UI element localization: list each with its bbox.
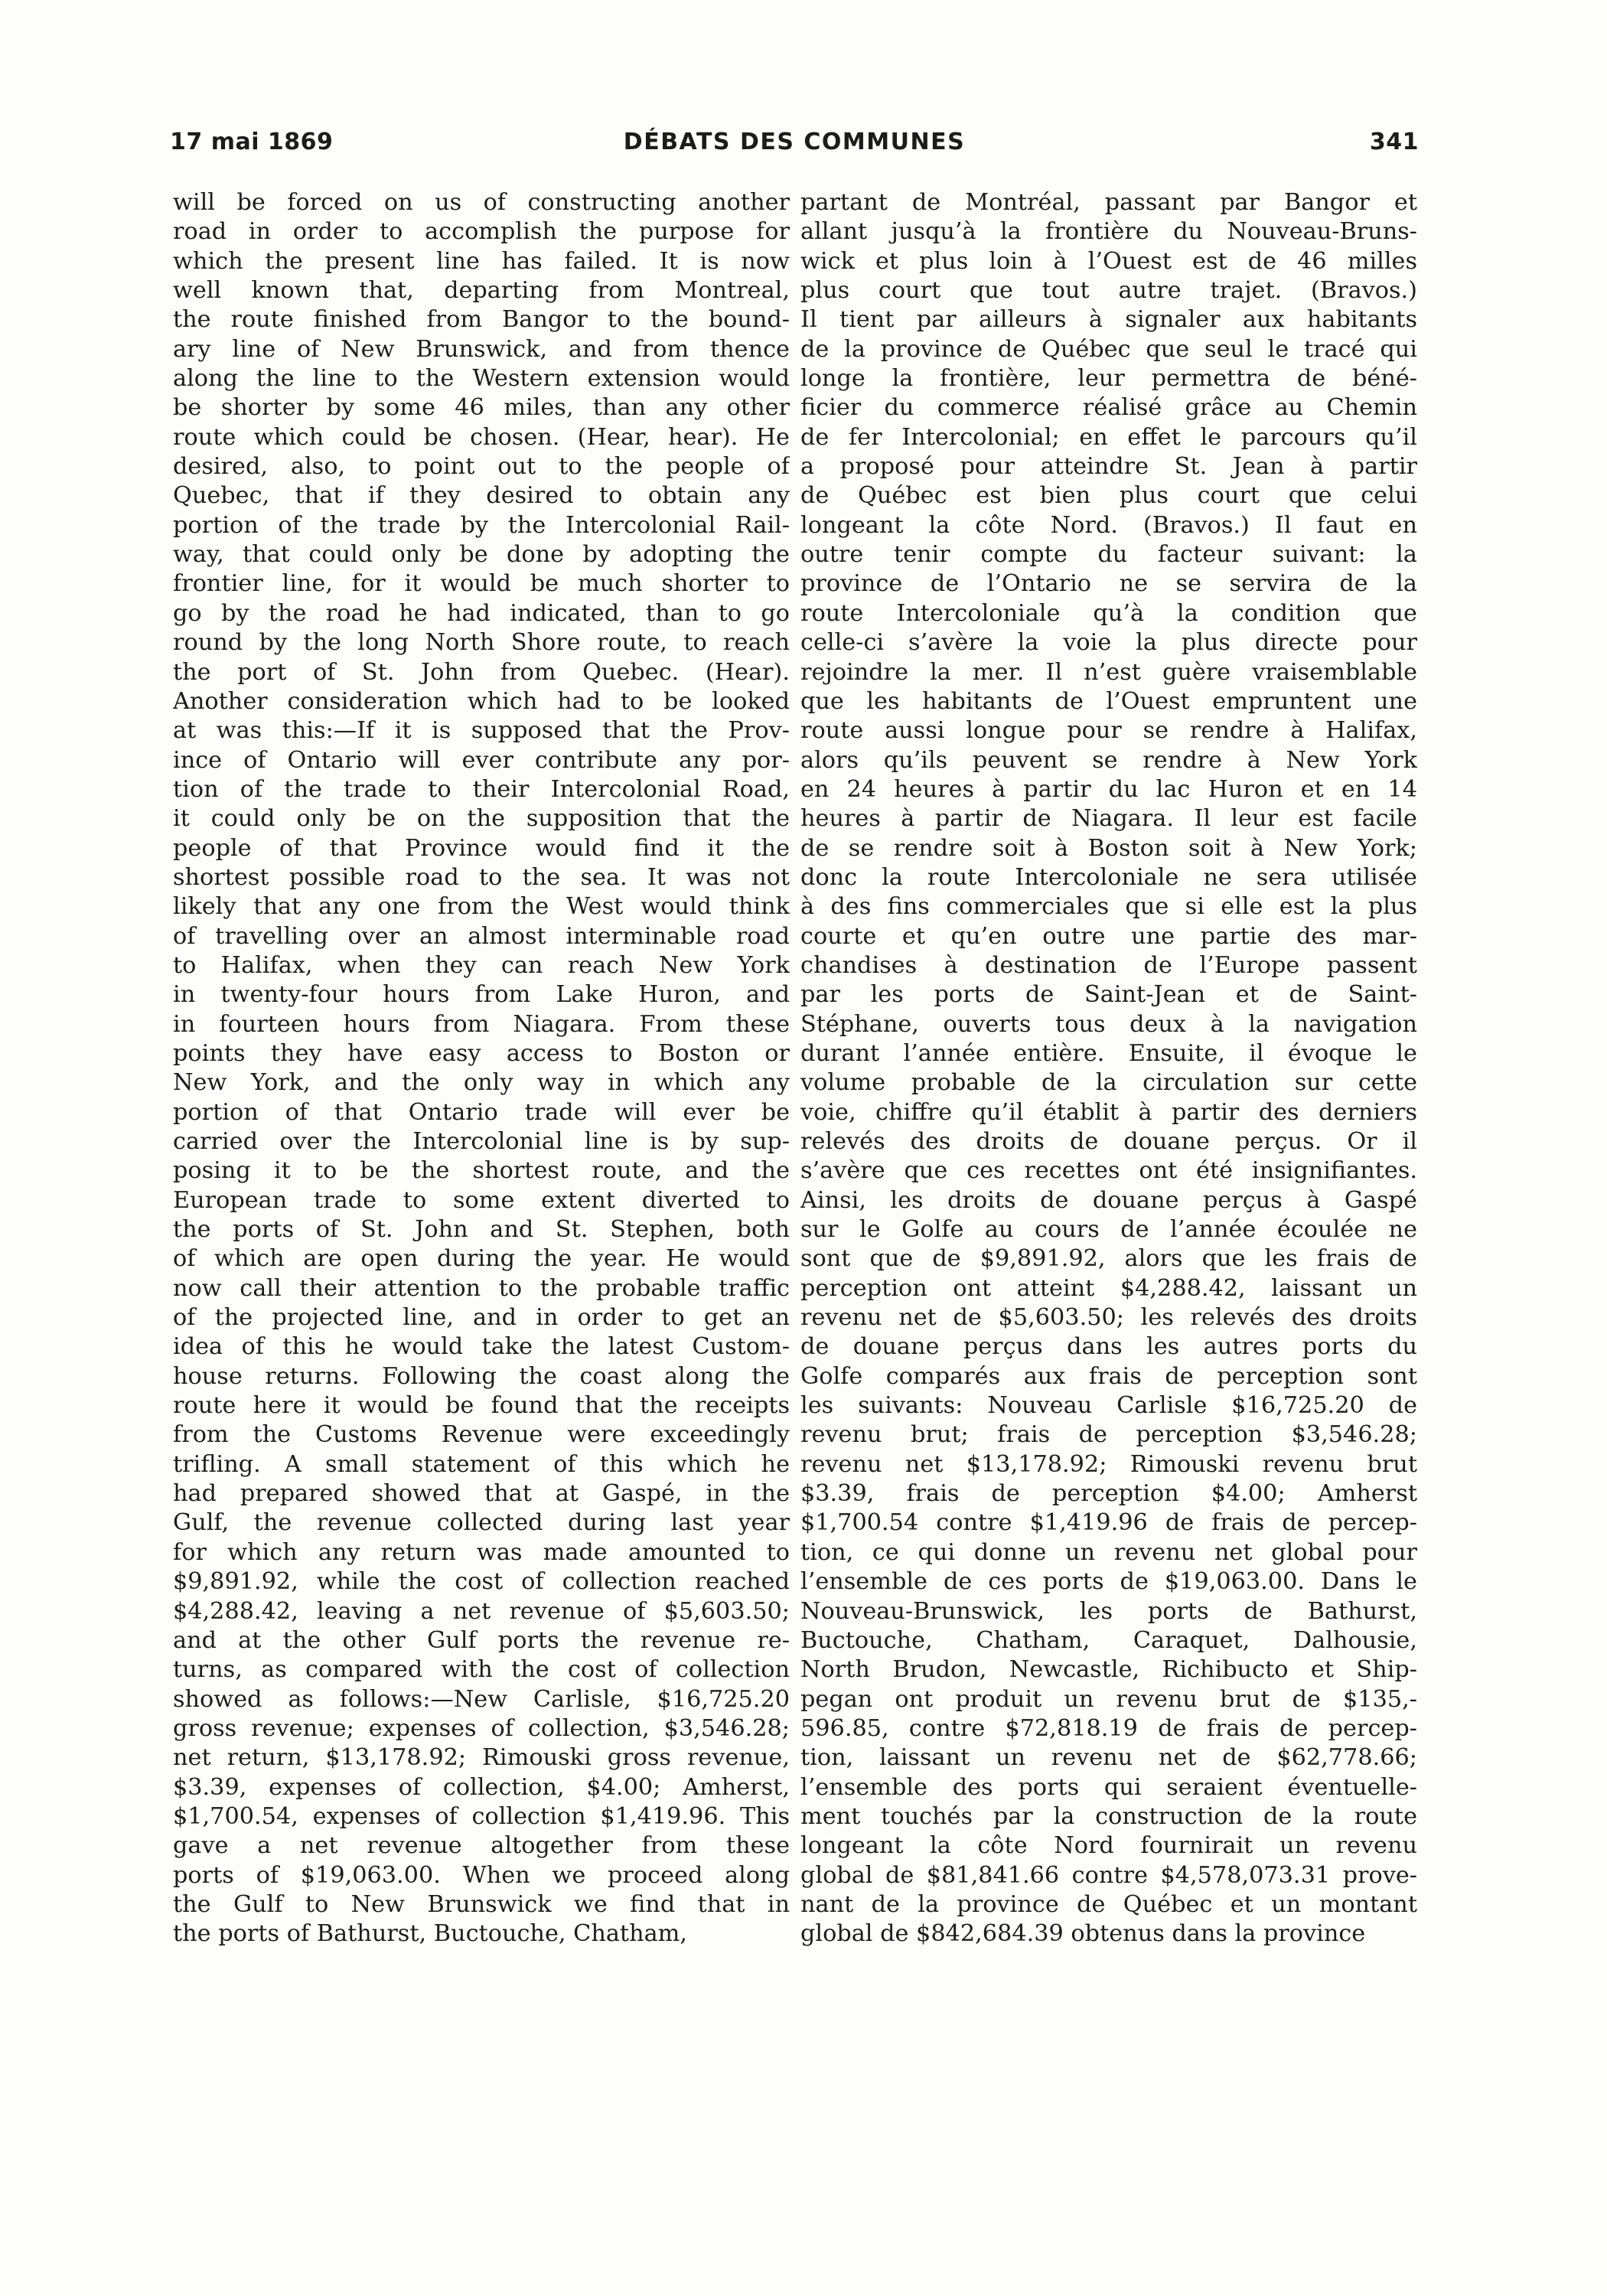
left-column-line: points they have easy access to Boston or <box>173 1039 790 1067</box>
left-column-line: ary line of New Brunswick, and from thence <box>173 335 790 363</box>
left-column-line: portion of the trade by the Intercolonial Rail- <box>173 511 790 539</box>
header-title: DÉBATS DES COMMUNES <box>623 129 966 155</box>
right-column-line: nant de la province de Québec et un montant <box>800 1890 1417 1918</box>
left-column-line: in fourteen hours from Niagara. From these <box>173 1010 790 1038</box>
right-column-line: ficier du commerce réalisé grâce au Chemin <box>800 394 1417 422</box>
left-column-line: the port of St. John from Quebec. (Hear). <box>173 658 790 686</box>
right-column-line: relevés des droits de douane perçus. Or il <box>800 1128 1417 1155</box>
left-column-line: likely that any one from the West would think <box>173 893 790 921</box>
right-column-line: revenu brut; frais de perception $3,546.28; <box>800 1421 1417 1449</box>
right-column-line: Il tient par ailleurs à signaler aux habitants <box>800 306 1417 334</box>
right-column-line: volume probable de la circulation sur cette <box>800 1069 1417 1097</box>
right-column-line: en 24 heures à partir du lac Huron et en 14 <box>800 775 1417 803</box>
running-header <box>170 129 1419 165</box>
right-column-line: de la province de Québec que seul le tracé qui <box>800 335 1417 363</box>
left-column-line: go by the road he had indicated, than to go <box>173 599 790 627</box>
left-column-line: tion of the trade to their Intercolonial Road, <box>173 775 790 803</box>
right-column-line: donc la route Intercoloniale ne sera utilisée <box>800 863 1417 891</box>
right-column-line: à des fins commerciales que si elle est la plus <box>800 893 1417 921</box>
right-column-line: l’ensemble des ports qui seraient éventuelle- <box>800 1773 1417 1801</box>
left-column-line: be shorter by some 46 miles, than any other <box>173 394 790 422</box>
left-column-line: turns, as compared with the cost of collection <box>173 1656 790 1684</box>
right-column-line: s’avère que ces recettes ont été insignifiantes. <box>800 1157 1417 1185</box>
left-column-english <box>173 188 790 1949</box>
right-column-line: North Brudon, Newcastle, Richibucto et Ship- <box>800 1656 1417 1684</box>
right-column-line: rejoindre la mer. Il n’est guère vraisemblable <box>800 658 1417 686</box>
right-column-line: $1,700.54 contre $1,419.96 de frais de percep- <box>800 1509 1417 1537</box>
right-column-line: longeant la côte Nord fournirait un revenu <box>800 1832 1417 1860</box>
left-column-line: way, that could only be done by adopting the <box>173 541 790 569</box>
right-column-line: Ainsi, les droits de douane perçus à Gaspé <box>800 1186 1417 1214</box>
right-column-line: de Québec est bien plus court que celui <box>800 482 1417 510</box>
right-column-line: global de $842,684.39 obtenus dans la province <box>800 1920 1366 1948</box>
left-column-line: people of that Province would find it the <box>173 834 790 862</box>
right-column-line: l’ensemble de ces ports de $19,063.00. Dans le <box>800 1568 1417 1596</box>
left-column-line: Quebec, that if they desired to obtain any <box>173 482 790 510</box>
left-column-line: showed as follows:—New Carlisle, $16,725.20 <box>173 1685 790 1713</box>
right-column-line: de fer Intercolonial; en effet le parcours qu’il <box>800 423 1417 451</box>
right-column-line: celle-ci s’avère la voie la plus directe pour <box>800 629 1417 657</box>
right-column-french <box>800 188 1417 1949</box>
left-column-line: road in order to accomplish the purpose for <box>173 218 790 246</box>
left-column-line: it could only be on the supposition that the <box>173 805 790 833</box>
left-column-line: route which could be chosen. (Hear, hear). He <box>173 423 790 451</box>
right-column-line: a proposé pour atteindre St. Jean à partir <box>800 453 1417 481</box>
right-column-line: 596.85, contre $72,818.19 de frais de percep- <box>800 1714 1417 1742</box>
left-column-line: along the line to the Western extension would <box>173 365 790 393</box>
right-column-line: voie, chiffre qu’il établit à partir des derniers <box>800 1098 1417 1126</box>
page-number: 341 <box>1369 129 1419 155</box>
left-column-line: trifling. A small statement of this which he <box>173 1450 790 1478</box>
right-column-line: sont que de $9,891.92, alors que les frais de <box>800 1245 1417 1273</box>
right-column-line: de douane perçus dans les autres ports du <box>800 1333 1417 1361</box>
left-column-line: frontier line, for it would be much shorter to <box>173 570 790 598</box>
right-column-line: de se rendre soit à Boston soit à New York; <box>800 834 1417 862</box>
left-column-line: the ports of Bathurst, Buctouche, Chatham, <box>173 1920 688 1948</box>
right-column-line: tion, laissant un revenu net de $62,778.66; <box>800 1744 1417 1772</box>
right-column-line: Stéphane, ouverts tous deux à la navigation <box>800 1010 1417 1038</box>
right-column-line: route aussi longue pour se rendre à Halifax, <box>800 717 1417 745</box>
right-column-line: perception ont atteint $4,288.42, laissant un <box>800 1274 1417 1302</box>
right-column-line: plus court que tout autre trajet. (Bravos.) <box>800 277 1417 305</box>
right-column-line: Golfe comparés aux frais de perception sont <box>800 1362 1417 1390</box>
left-column-line: to Halifax, when they can reach New York <box>173 951 790 979</box>
right-column-line: que les habitants de l’Ouest empruntent une <box>800 687 1417 715</box>
left-column-line: of the projected line, and in order to get an <box>173 1304 790 1332</box>
left-column-line: $4,288.42, leaving a net revenue of $5,603.50; <box>173 1597 790 1625</box>
left-column-line: Another consideration which had to be looked <box>173 687 790 715</box>
left-column-line: now call their attention to the probable traffic <box>173 1274 790 1302</box>
left-column-line: $3.39, expenses of collection, $4.00; Amherst, <box>173 1773 790 1801</box>
right-column-line: revenu net de $5,603.50; les relevés des droits <box>800 1304 1417 1332</box>
right-column-line: durant l’année entière. Ensuite, il évoque le <box>800 1039 1417 1067</box>
left-column-line: of which are open during the year. He would <box>173 1245 790 1273</box>
left-column-line: New York, and the only way in which any <box>173 1069 790 1097</box>
left-column-line: European trade to some extent diverted to <box>173 1186 790 1214</box>
left-column-line: and at the other Gulf ports the revenue re- <box>173 1626 790 1654</box>
right-column-line: province de l’Ontario ne se servira de la <box>800 570 1417 598</box>
left-column-line: gave a net revenue altogether from these <box>173 1832 790 1860</box>
left-column-line: the ports of St. John and St. Stephen, both <box>173 1216 790 1244</box>
right-column-line: longe la frontière, leur permettra de béné- <box>800 365 1417 393</box>
left-column-line: for which any return was made amounted to <box>173 1538 790 1566</box>
right-column-line: wick et plus loin à l’Ouest est de 46 milles <box>800 247 1417 275</box>
left-column-line: well known that, departing from Montreal, <box>173 277 790 305</box>
left-column-line: net return, $13,178.92; Rimouski gross revenue, <box>173 1744 790 1772</box>
right-column-line: ment touchés par la construction de la route <box>800 1802 1417 1830</box>
right-column-line: partant de Montréal, passant par Bangor et <box>800 189 1417 216</box>
left-column-line: desired, also, to point out to the people of <box>173 453 790 481</box>
right-column-line: tion, ce qui donne un revenu net global pour <box>800 1538 1417 1566</box>
right-column-line: les suivants: Nouveau Carlisle $16,725.20 de <box>800 1392 1417 1420</box>
right-column-line: par les ports de Saint-Jean et de Saint- <box>800 981 1417 1009</box>
right-column-line: allant jusqu’à la frontière du Nouveau-Bruns- <box>800 218 1417 246</box>
left-column-line: the route finished from Bangor to the bound- <box>173 306 790 334</box>
left-column-line: had prepared showed that at Gaspé, in the <box>173 1480 790 1508</box>
left-column-line: idea of this he would take the latest Custom- <box>173 1333 790 1361</box>
right-column-line: sur le Golfe au cours de l’année écoulée ne <box>800 1216 1417 1244</box>
left-column-line: $9,891.92, while the cost of collection reached <box>173 1568 790 1596</box>
left-column-line: at was this:—If it is supposed that the Prov- <box>173 717 790 745</box>
right-column-line: global de $81,841.66 contre $4,578,073.31 prove- <box>800 1861 1417 1889</box>
left-column-line: the Gulf to New Brunswick we find that in <box>173 1890 790 1918</box>
left-column-line: $1,700.54, expenses of collection $1,419.96. This <box>173 1802 790 1830</box>
left-column-line: posing it to be the shortest route, and the <box>173 1157 790 1185</box>
left-column-line: of travelling over an almost interminable road <box>173 922 790 950</box>
left-column-line: ince of Ontario will ever contribute any por- <box>173 746 790 774</box>
left-column-line: carried over the Intercolonial line is by sup- <box>173 1128 790 1155</box>
left-column-line: in twenty-four hours from Lake Huron, and <box>173 981 790 1009</box>
right-column-line: heures à partir de Niagara. Il leur est facile <box>800 805 1417 833</box>
right-column-line: chandises à destination de l’Europe passent <box>800 951 1417 979</box>
left-column-line: gross revenue; expenses of collection, $3,546.28; <box>173 1714 790 1742</box>
right-column-line: route Intercoloniale qu’à la condition que <box>800 599 1417 627</box>
left-column-line: from the Customs Revenue were exceedingly <box>173 1421 790 1449</box>
right-column-line: courte et qu’en outre une partie des mar- <box>800 922 1417 950</box>
left-column-line: Gulf, the revenue collected during last year <box>173 1509 790 1537</box>
left-column-line: shortest possible road to the sea. It was not <box>173 863 790 891</box>
right-column-line: longeant la côte Nord. (Bravos.) Il faut en <box>800 511 1417 539</box>
right-column-line: outre tenir compte du facteur suivant: la <box>800 541 1417 569</box>
right-column-line: alors qu’ils peuvent se rendre à New York <box>800 746 1417 774</box>
header-date: 17 mai 1869 <box>170 129 334 155</box>
left-column-line: will be forced on us of constructing another <box>173 189 790 216</box>
left-column-line: which the present line has failed. It is now <box>173 247 790 275</box>
right-column-line: $3.39, frais de perception $4.00; Amherst <box>800 1480 1417 1508</box>
right-column-line: revenu net $13,178.92; Rimouski revenu brut <box>800 1450 1417 1478</box>
left-column-line: round by the long North Shore route, to reach <box>173 629 790 657</box>
right-column-line: pegan ont produit un revenu brut de $135,- <box>800 1685 1417 1713</box>
left-column-line: route here it would be found that the receipts <box>173 1392 790 1420</box>
left-column-line: ports of $19,063.00. When we proceed along <box>173 1861 790 1889</box>
left-column-line: house returns. Following the coast along the <box>173 1362 790 1390</box>
right-column-line: Buctouche, Chatham, Caraquet, Dalhousie, <box>800 1626 1417 1654</box>
left-column-line: portion of that Ontario trade will ever be <box>173 1098 790 1126</box>
right-column-line: Nouveau-Brunswick, les ports de Bathurst, <box>800 1597 1417 1625</box>
